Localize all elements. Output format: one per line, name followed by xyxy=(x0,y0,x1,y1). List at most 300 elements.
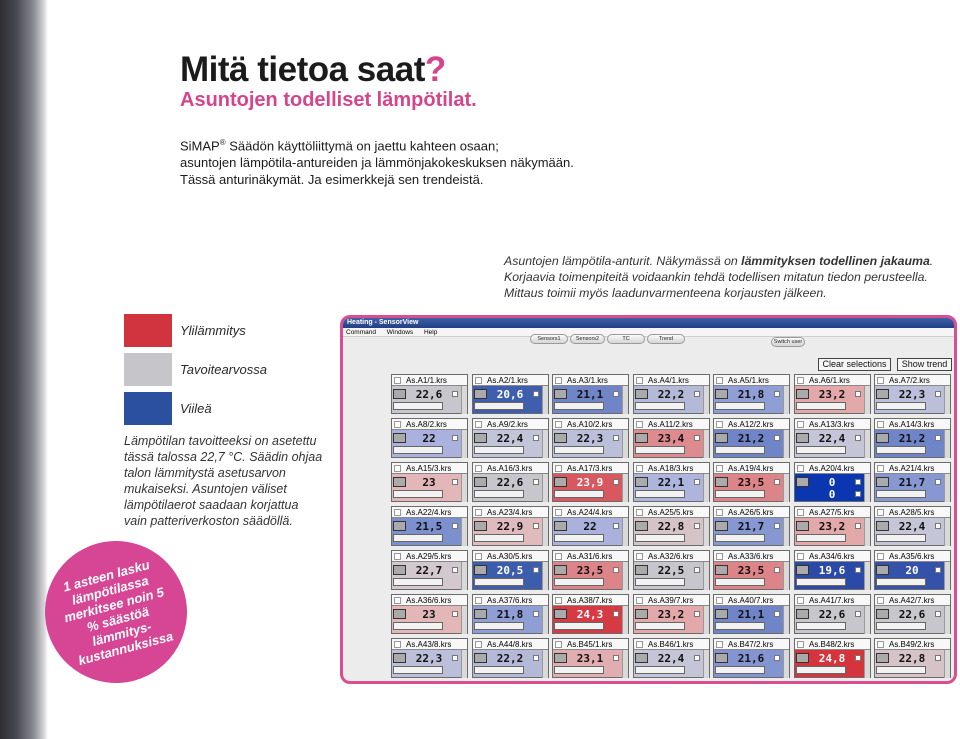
sensor-tile[interactable] xyxy=(794,506,871,546)
sensor-bar xyxy=(796,622,846,630)
value-checkbox[interactable] xyxy=(935,479,941,485)
menu-help[interactable]: Help xyxy=(423,329,438,336)
value-checkbox[interactable] xyxy=(855,567,861,573)
sensor-tile[interactable] xyxy=(713,506,790,546)
sensor-name: As.A39/7.krs xyxy=(648,596,694,605)
sensor-tile[interactable] xyxy=(552,374,629,414)
sensor-bar xyxy=(796,446,846,454)
sensor-name: As.A28/5.krs xyxy=(889,508,935,517)
sensor-name: As.A2/1.krs xyxy=(487,376,528,385)
select-checkbox[interactable] xyxy=(877,509,884,516)
value-checkbox[interactable] xyxy=(452,523,458,529)
sensor-tile[interactable] xyxy=(794,550,871,590)
sensor-tile[interactable] xyxy=(552,594,629,634)
thermometer-icon xyxy=(474,477,487,487)
thermometer-icon xyxy=(554,433,567,443)
select-checkbox[interactable] xyxy=(555,421,562,428)
tile-scrollbar[interactable] xyxy=(622,562,628,590)
sensor-tile[interactable] xyxy=(552,462,629,502)
sensor-bar xyxy=(474,402,524,410)
tile-scrollbar[interactable] xyxy=(542,650,548,678)
tab-sensors2[interactable]: Sensors2 xyxy=(570,334,605,344)
sensor-name: As.A43/8.krs xyxy=(406,640,452,649)
tile-scrollbar[interactable] xyxy=(944,474,950,502)
select-checkbox[interactable] xyxy=(716,553,723,560)
select-checkbox[interactable] xyxy=(636,641,643,648)
thermometer-icon xyxy=(554,653,567,663)
sensor-bar xyxy=(554,578,604,586)
tile-scrollbar[interactable] xyxy=(944,650,950,678)
sensor-header xyxy=(634,375,709,386)
select-checkbox[interactable] xyxy=(797,465,804,472)
sensor-bar xyxy=(715,666,765,674)
tile-scrollbar[interactable] xyxy=(461,386,467,414)
thermometer-icon xyxy=(474,609,487,619)
value-checkbox[interactable] xyxy=(935,391,941,397)
sensor-header xyxy=(875,551,950,562)
value-checkbox[interactable] xyxy=(855,435,861,441)
thermometer-icon xyxy=(554,389,567,399)
sensor-header xyxy=(875,639,950,650)
select-checkbox[interactable] xyxy=(877,641,884,648)
sensor-bar xyxy=(393,402,443,410)
value-checkbox[interactable] xyxy=(533,655,539,661)
legend-label: Ylilämmitys xyxy=(180,323,246,338)
menu-windows[interactable]: Windows xyxy=(386,329,414,336)
value-checkbox[interactable] xyxy=(774,391,780,397)
select-checkbox[interactable] xyxy=(394,509,401,516)
sensor-tile[interactable] xyxy=(713,638,790,678)
tile-scrollbar[interactable] xyxy=(703,606,709,634)
sensor-header xyxy=(553,419,628,430)
tile-scrollbar[interactable] xyxy=(622,606,628,634)
value-checkbox[interactable] xyxy=(774,611,780,617)
value-checkbox[interactable] xyxy=(613,567,619,573)
sensor-name: As.A33/6.krs xyxy=(728,552,774,561)
tile-scrollbar[interactable] xyxy=(703,650,709,678)
select-checkbox[interactable] xyxy=(555,553,562,560)
sensor-tile[interactable] xyxy=(633,506,710,546)
sensor-header xyxy=(634,595,709,606)
select-checkbox[interactable] xyxy=(394,377,401,384)
sensor-header xyxy=(714,419,789,430)
tab-tc[interactable]: TC xyxy=(607,334,645,344)
tile-scrollbar[interactable] xyxy=(461,606,467,634)
value-checkbox[interactable] xyxy=(613,655,619,661)
sensor-bar xyxy=(715,578,765,586)
screenshot-caption: Asuntojen lämpötila-anturit. Näkymässä on lämmityksen todellinen jakauma. Korjaavia toimenpiteitä voidaankin tehdä todellisen mitatun tiedon perusteella. Mittaus toimii myös laadunvarmenteena korjausten jälkeen. xyxy=(504,254,934,300)
sensor-tile[interactable] xyxy=(552,506,629,546)
tile-scrollbar[interactable] xyxy=(864,562,870,590)
value-checkbox[interactable] xyxy=(613,435,619,441)
sensor-name: As.A32/6.krs xyxy=(648,552,694,561)
value-checkbox[interactable] xyxy=(855,391,861,397)
sensor-value: 22,9 xyxy=(496,520,524,533)
select-checkbox[interactable] xyxy=(877,553,884,560)
value-checkbox[interactable] xyxy=(694,567,700,573)
value-checkbox[interactable] xyxy=(533,391,539,397)
sensor-tile[interactable] xyxy=(472,418,549,458)
sensor-tile[interactable] xyxy=(472,638,549,678)
tile-scrollbar[interactable] xyxy=(783,650,789,678)
sensor-value: 20,5 xyxy=(496,564,524,577)
sensor-tile[interactable] xyxy=(633,594,710,634)
select-checkbox[interactable] xyxy=(475,377,482,384)
select-checkbox[interactable] xyxy=(797,553,804,560)
tile-scrollbar[interactable] xyxy=(622,518,628,546)
value-checkbox[interactable] xyxy=(774,435,780,441)
sensor-name: As.A11/2.krs xyxy=(648,420,693,429)
sensor-value: 22,7 xyxy=(415,564,443,577)
select-checkbox[interactable] xyxy=(716,597,723,604)
sensor-bar xyxy=(876,402,926,410)
value-checkbox[interactable] xyxy=(774,479,780,485)
sensor-tile[interactable] xyxy=(874,506,951,546)
sensor-tile[interactable] xyxy=(472,594,549,634)
decorative-edge xyxy=(0,0,48,739)
sensor-tile[interactable] xyxy=(713,374,790,414)
value-checkbox[interactable] xyxy=(855,523,861,529)
sensor-name: As.B47/2.krs xyxy=(728,640,774,649)
select-checkbox[interactable] xyxy=(475,641,482,648)
sensor-tile[interactable] xyxy=(472,462,549,502)
select-checkbox[interactable] xyxy=(716,377,723,384)
value-checkbox[interactable] xyxy=(533,611,539,617)
value-checkbox[interactable] xyxy=(613,391,619,397)
sensor-tile[interactable] xyxy=(472,506,549,546)
menu-command[interactable]: Command xyxy=(346,329,376,336)
sensor-tile[interactable] xyxy=(391,506,468,546)
value-checkbox[interactable] xyxy=(452,655,458,661)
select-checkbox[interactable] xyxy=(394,553,401,560)
sensor-bar xyxy=(554,534,604,542)
select-checkbox[interactable] xyxy=(877,597,884,604)
value-checkbox[interactable] xyxy=(613,479,619,485)
select-checkbox[interactable] xyxy=(716,509,723,516)
sensor-header xyxy=(392,507,467,518)
select-checkbox[interactable] xyxy=(555,641,562,648)
tile-scrollbar[interactable] xyxy=(461,430,467,458)
tile-scrollbar[interactable] xyxy=(461,562,467,590)
sensor-header xyxy=(714,595,789,606)
sensor-tile[interactable] xyxy=(713,462,790,502)
value-checkbox[interactable] xyxy=(452,435,458,441)
value-checkbox-2[interactable] xyxy=(855,491,861,497)
select-checkbox[interactable] xyxy=(716,421,723,428)
sensor-name: As.A13/3.krs xyxy=(809,420,855,429)
tile-scrollbar[interactable] xyxy=(864,474,870,502)
sensor-tile[interactable] xyxy=(874,374,951,414)
thermometer-icon xyxy=(635,565,648,575)
sensor-name: As.A44/8.krs xyxy=(487,640,533,649)
legend-label: Viileä xyxy=(180,401,212,416)
tile-scrollbar[interactable] xyxy=(542,430,548,458)
tile-scrollbar[interactable] xyxy=(461,650,467,678)
sensor-tile[interactable] xyxy=(391,462,468,502)
show-trend-button[interactable]: Show trend xyxy=(897,358,952,371)
thermometer-icon xyxy=(393,653,406,663)
select-checkbox[interactable] xyxy=(877,377,884,384)
value-checkbox[interactable] xyxy=(935,611,941,617)
tile-scrollbar[interactable] xyxy=(622,474,628,502)
tile-scrollbar[interactable] xyxy=(542,474,548,502)
tile-scrollbar[interactable] xyxy=(703,474,709,502)
value-checkbox[interactable] xyxy=(533,567,539,573)
select-checkbox[interactable] xyxy=(716,465,723,472)
value-checkbox[interactable] xyxy=(855,479,861,485)
sensor-bar xyxy=(393,666,443,674)
sensor-tile[interactable] xyxy=(874,638,951,678)
sensor-tile[interactable] xyxy=(713,550,790,590)
thermometer-icon xyxy=(635,653,648,663)
sensor-value: 0 xyxy=(828,476,836,489)
sensor-tile[interactable] xyxy=(552,638,629,678)
select-checkbox[interactable] xyxy=(636,509,643,516)
select-checkbox[interactable] xyxy=(636,597,643,604)
tile-scrollbar[interactable] xyxy=(783,606,789,634)
sensor-value: 21,7 xyxy=(737,520,765,533)
value-checkbox[interactable] xyxy=(452,611,458,617)
select-checkbox[interactable] xyxy=(475,421,482,428)
tile-scrollbar[interactable] xyxy=(622,650,628,678)
thermometer-icon xyxy=(715,433,728,443)
sensor-bar xyxy=(635,578,685,586)
tile-scrollbar[interactable] xyxy=(703,430,709,458)
sensor-name: As.A4/1.krs xyxy=(648,376,689,385)
value-checkbox[interactable] xyxy=(452,391,458,397)
sensor-name: As.A27/5.krs xyxy=(809,508,855,517)
sensor-name: As.A21/4.krs xyxy=(889,464,935,473)
select-checkbox[interactable] xyxy=(877,421,884,428)
switch-user-button[interactable]: Switch user xyxy=(771,337,805,347)
sensor-value: 19,6 xyxy=(818,564,846,577)
value-checkbox[interactable] xyxy=(533,479,539,485)
sensor-tile[interactable] xyxy=(391,594,468,634)
select-checkbox[interactable] xyxy=(394,465,401,472)
tile-scrollbar[interactable] xyxy=(944,430,950,458)
select-checkbox[interactable] xyxy=(555,377,562,384)
select-checkbox[interactable] xyxy=(636,377,643,384)
sensor-tile[interactable] xyxy=(391,374,468,414)
thermometer-icon xyxy=(876,477,889,487)
tile-scrollbar[interactable] xyxy=(783,386,789,414)
select-checkbox[interactable] xyxy=(394,597,401,604)
tile-scrollbar[interactable] xyxy=(703,562,709,590)
tile-scrollbar[interactable] xyxy=(944,562,950,590)
sensor-tile[interactable] xyxy=(633,418,710,458)
value-checkbox[interactable] xyxy=(935,655,941,661)
sensor-tile[interactable] xyxy=(472,374,549,414)
tile-scrollbar[interactable] xyxy=(864,386,870,414)
sensor-name: As.A22/4.krs xyxy=(406,508,452,517)
sensor-name: As.A14/3.krs xyxy=(889,420,935,429)
sensor-bar xyxy=(635,402,685,410)
tile-scrollbar[interactable] xyxy=(622,386,628,414)
sensor-value: 22,8 xyxy=(898,652,926,665)
sensor-header xyxy=(473,507,548,518)
select-checkbox[interactable] xyxy=(636,553,643,560)
tile-scrollbar[interactable] xyxy=(944,386,950,414)
select-checkbox[interactable] xyxy=(797,597,804,604)
select-checkbox[interactable] xyxy=(475,597,482,604)
sensor-tile[interactable] xyxy=(713,418,790,458)
tile-scrollbar[interactable] xyxy=(542,386,548,414)
sensor-value: 21,1 xyxy=(576,388,604,401)
sensor-tile[interactable] xyxy=(391,418,468,458)
sensor-value: 20 xyxy=(905,564,919,577)
sensor-bar xyxy=(393,622,443,630)
sensor-tile[interactable] xyxy=(794,418,871,458)
tile-scrollbar[interactable] xyxy=(703,386,709,414)
value-checkbox[interactable] xyxy=(452,567,458,573)
tab-trend[interactable]: Trend xyxy=(647,334,685,344)
select-checkbox[interactable] xyxy=(797,421,804,428)
select-checkbox[interactable] xyxy=(475,509,482,516)
sensor-header xyxy=(392,595,467,606)
thermometer-icon xyxy=(715,565,728,575)
select-checkbox[interactable] xyxy=(636,465,643,472)
sensor-header xyxy=(473,375,548,386)
tile-scrollbar[interactable] xyxy=(783,430,789,458)
sensor-tile[interactable] xyxy=(472,550,549,590)
tile-scrollbar[interactable] xyxy=(461,474,467,502)
sensor-tile[interactable] xyxy=(633,462,710,502)
sensor-bar xyxy=(715,446,765,454)
sensor-bar xyxy=(715,622,765,630)
tile-scrollbar[interactable] xyxy=(542,518,548,546)
sensor-value: 24,8 xyxy=(818,652,846,665)
value-checkbox[interactable] xyxy=(774,567,780,573)
sensor-tile[interactable] xyxy=(874,462,951,502)
sensor-name: As.A42/7.krs xyxy=(889,596,935,605)
tile-scrollbar[interactable] xyxy=(944,518,950,546)
sensor-name: As.B48/2.krs xyxy=(809,640,855,649)
value-checkbox[interactable] xyxy=(613,611,619,617)
sensor-bar xyxy=(715,402,765,410)
value-checkbox[interactable] xyxy=(694,523,700,529)
sensor-name: As.A18/3.krs xyxy=(648,464,694,473)
select-checkbox[interactable] xyxy=(797,641,804,648)
sensor-name: As.A30/5.krs xyxy=(487,552,533,561)
value-checkbox[interactable] xyxy=(533,435,539,441)
select-checkbox[interactable] xyxy=(716,641,723,648)
sensor-tile[interactable] xyxy=(633,638,710,678)
select-checkbox[interactable] xyxy=(475,553,482,560)
value-checkbox[interactable] xyxy=(613,523,619,529)
value-checkbox[interactable] xyxy=(533,523,539,529)
tile-scrollbar[interactable] xyxy=(944,606,950,634)
value-checkbox[interactable] xyxy=(935,435,941,441)
select-checkbox[interactable] xyxy=(555,509,562,516)
tab-sensors1[interactable]: Sensors1 xyxy=(530,334,568,344)
value-checkbox[interactable] xyxy=(694,391,700,397)
sensor-tile[interactable] xyxy=(552,418,629,458)
thermometer-icon xyxy=(554,521,567,531)
value-checkbox[interactable] xyxy=(694,435,700,441)
sensor-value: 23,4 xyxy=(657,432,685,445)
setpoint-note: Lämpötilan tavoitteeksi on asetettu tässä talossa 22,7 °C. Säädin ohjaa talon lämmitystä asetusarvon mukaiseksi. Asuntojen väliset lämpötilaerot saadaan korjattua vain patteriverkoston säädöllä. xyxy=(124,434,323,528)
sensor-name: As.B49/2.krs xyxy=(889,640,935,649)
select-checkbox[interactable] xyxy=(555,597,562,604)
sensor-header xyxy=(634,463,709,474)
select-checkbox[interactable] xyxy=(394,421,401,428)
tile-scrollbar[interactable] xyxy=(864,650,870,678)
tile-scrollbar[interactable] xyxy=(783,562,789,590)
sensor-name: As.B46/1.krs xyxy=(648,640,694,649)
select-checkbox[interactable] xyxy=(877,465,884,472)
tile-scrollbar[interactable] xyxy=(783,518,789,546)
select-checkbox[interactable] xyxy=(797,509,804,516)
sensor-tile[interactable] xyxy=(633,374,710,414)
thermometer-icon xyxy=(474,389,487,399)
sensor-value: 21,1 xyxy=(737,608,765,621)
sensor-value: 23 xyxy=(422,608,436,621)
tile-scrollbar[interactable] xyxy=(703,518,709,546)
select-checkbox[interactable] xyxy=(636,421,643,428)
sensor-value: 21,7 xyxy=(898,476,926,489)
sensor-tile[interactable] xyxy=(713,594,790,634)
sensor-tile[interactable] xyxy=(633,550,710,590)
value-checkbox[interactable] xyxy=(452,479,458,485)
value-checkbox[interactable] xyxy=(935,523,941,529)
clear-selections-button[interactable]: Clear selections xyxy=(818,358,891,371)
sensor-tile[interactable] xyxy=(794,594,871,634)
value-checkbox[interactable] xyxy=(694,479,700,485)
sensor-tile[interactable] xyxy=(794,374,871,414)
sensor-tile[interactable] xyxy=(552,550,629,590)
select-checkbox[interactable] xyxy=(555,465,562,472)
value-checkbox[interactable] xyxy=(774,523,780,529)
tile-scrollbar[interactable] xyxy=(864,430,870,458)
select-checkbox[interactable] xyxy=(394,641,401,648)
tile-scrollbar[interactable] xyxy=(542,606,548,634)
value-checkbox[interactable] xyxy=(855,611,861,617)
sensor-bar xyxy=(635,622,685,630)
sensor-tile[interactable] xyxy=(794,638,871,678)
tile-scrollbar[interactable] xyxy=(864,518,870,546)
sensor-tile[interactable] xyxy=(794,462,871,502)
tile-scrollbar[interactable] xyxy=(864,606,870,634)
sensor-bar xyxy=(474,578,524,586)
sensor-bar xyxy=(393,446,443,454)
sensor-tile[interactable] xyxy=(874,550,951,590)
sensor-name: As.A37/6.krs xyxy=(487,596,533,605)
tile-scrollbar[interactable] xyxy=(542,562,548,590)
thermometer-icon xyxy=(715,653,728,663)
sensor-name: As.A12/2.krs xyxy=(728,420,774,429)
sensor-name: As.A17/3.krs xyxy=(567,464,613,473)
select-checkbox[interactable] xyxy=(797,377,804,384)
sensor-tile[interactable] xyxy=(874,418,951,458)
thermometer-icon xyxy=(796,521,809,531)
tile-scrollbar[interactable] xyxy=(783,474,789,502)
sensor-header xyxy=(875,507,950,518)
sensor-name: As.A15/3.krs xyxy=(406,464,452,473)
value-checkbox[interactable] xyxy=(855,655,861,661)
value-checkbox[interactable] xyxy=(694,655,700,661)
tile-scrollbar[interactable] xyxy=(622,430,628,458)
value-checkbox[interactable] xyxy=(935,567,941,573)
sensor-tile[interactable] xyxy=(874,594,951,634)
value-checkbox[interactable] xyxy=(694,611,700,617)
select-checkbox[interactable] xyxy=(475,465,482,472)
sensor-tile[interactable] xyxy=(391,638,468,678)
sensor-value: 21,8 xyxy=(737,388,765,401)
sensor-bar xyxy=(393,578,443,586)
sensor-tile[interactable] xyxy=(391,550,468,590)
tile-scrollbar[interactable] xyxy=(461,518,467,546)
value-checkbox[interactable] xyxy=(774,655,780,661)
